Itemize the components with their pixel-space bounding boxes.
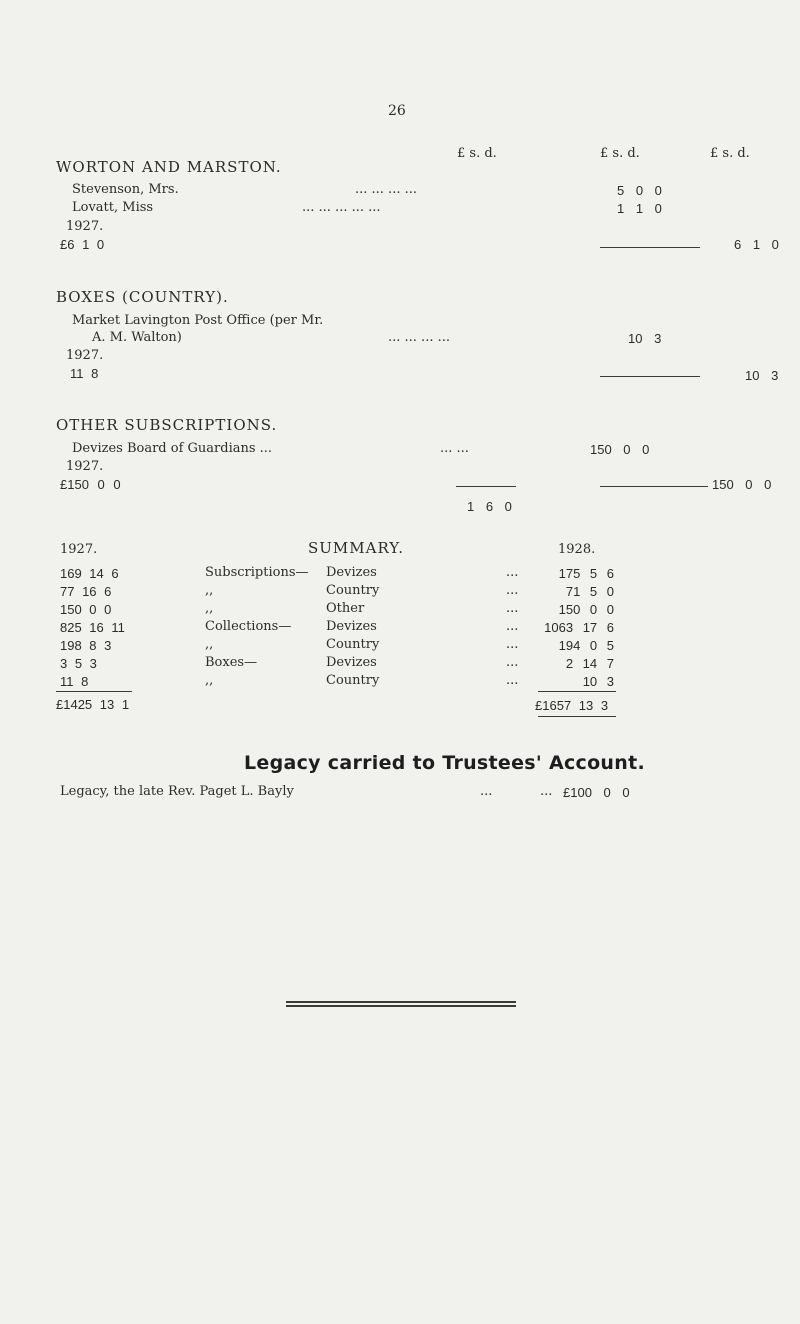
summary-cell-curr: 2 14 7 — [565, 656, 614, 671]
summary-cell-category: ,, — [205, 673, 214, 688]
other-rule-col2 — [600, 486, 708, 487]
summary-cell-prev: 77 16 6 — [60, 584, 112, 599]
summary-rule-curr-bottom — [538, 716, 616, 717]
summary-cell-leader: ... — [506, 565, 519, 580]
summary-cell-prev: 169 14 6 — [60, 566, 119, 581]
worton-entry-name: Stevenson, Mrs. — [72, 182, 179, 197]
boxes-prev-year: 1927. — [66, 348, 104, 363]
worton-rule — [600, 247, 700, 248]
bottom-rule-1 — [286, 1001, 516, 1003]
other-total: 150 0 0 — [712, 477, 772, 492]
legacy-entry-leader: ... — [480, 784, 493, 799]
summary-cell-category: ,, — [205, 601, 214, 616]
boxes-entry-line1: Market Lavington Post Office (per Mr. — [72, 313, 324, 328]
boxes-total: 10 3 — [745, 368, 779, 383]
summary-cell-leader: ... — [506, 673, 519, 688]
summary-cell-leader: ... — [506, 619, 519, 634]
summary-total-curr: £1657 13 3 — [535, 698, 609, 713]
summary-cell-prev: 150 0 0 — [60, 602, 112, 617]
section-title-worton: WORTON AND MARSTON. — [56, 158, 282, 176]
other-rule-col1 — [456, 486, 516, 487]
currency-header-col2: £ s. d. — [600, 146, 640, 161]
summary-cell-sub: Devizes — [326, 619, 377, 634]
summary-cell-curr: 10 3 — [582, 674, 614, 689]
section-title-other: OTHER SUBSCRIPTIONS. — [56, 416, 278, 434]
other-entry-name: Devizes Board of Guardians ... — [72, 441, 273, 456]
worton-entry-leader: ... ... ... ... ... — [302, 200, 381, 215]
summary-cell-curr: 71 5 0 — [565, 584, 614, 599]
summary-cell-leader: ... — [506, 583, 519, 598]
other-prev-amount: £150 0 0 — [60, 477, 121, 492]
section-title-boxes: BOXES (COUNTRY). — [56, 288, 229, 306]
summary-cell-sub: Devizes — [326, 655, 377, 670]
summary-cell-sub: Other — [326, 601, 365, 616]
summary-total-prev: £1425 13 1 — [56, 697, 130, 712]
worton-entry-amount: 1 1 0 — [617, 201, 662, 216]
legacy-title: Legacy carried to Trustees' Account. — [244, 752, 645, 774]
boxes-rule — [600, 376, 700, 377]
boxes-entry-line2: A. M. Walton) — [92, 330, 182, 345]
summary-cell-prev: 3 5 3 — [60, 656, 97, 671]
summary-cell-category: ,, — [205, 583, 214, 598]
page-number: 26 — [388, 103, 406, 119]
summary-cell-prev: 11 8 — [60, 674, 89, 689]
legacy-amount: £100 0 0 — [563, 785, 630, 800]
summary-cell-curr: 175 5 6 — [558, 566, 614, 581]
summary-cell-leader: ... — [506, 637, 519, 652]
worton-prev-amount: £6 1 0 — [60, 237, 105, 252]
summary-cell-sub: Country — [326, 673, 380, 688]
boxes-entry-amount: 10 3 — [628, 331, 662, 346]
summary-year-curr: 1928. — [558, 542, 596, 557]
summary-cell-sub: Country — [326, 583, 380, 598]
other-entry-leader: ... ... — [440, 441, 469, 456]
legacy-entry-leader: ... — [540, 784, 553, 799]
summary-cell-leader: ... — [506, 601, 519, 616]
summary-cell-curr: 1063 17 6 — [544, 620, 614, 635]
other-prev-year: 1927. — [66, 459, 104, 474]
other-subtotal: 1 6 0 — [467, 499, 512, 514]
summary-cell-category: Boxes— — [205, 655, 258, 670]
summary-cell-prev: 198 8 3 — [60, 638, 112, 653]
summary-cell-prev: 825 16 11 — [60, 620, 125, 635]
legacy-entry: Legacy, the late Rev. Paget L. Bayly — [60, 784, 294, 799]
summary-cell-leader: ... — [506, 655, 519, 670]
currency-header-col1: £ s. d. — [457, 146, 497, 161]
summary-cell-curr: 194 0 5 — [558, 638, 614, 653]
summary-rule-prev-top — [56, 691, 132, 692]
boxes-entry-leader: ... ... ... ... — [388, 330, 450, 345]
summary-cell-category: Collections— — [205, 619, 292, 634]
summary-cell-curr: 150 0 0 — [558, 602, 614, 617]
summary-cell-category: ,, — [205, 637, 214, 652]
worton-prev-year: 1927. — [66, 219, 104, 234]
summary-rule-curr-top — [538, 691, 616, 692]
worton-entry-name: Lovatt, Miss — [72, 200, 154, 215]
summary-year-prev: 1927. — [60, 542, 98, 557]
summary-title: SUMMARY. — [308, 539, 405, 557]
worton-entry-leader: ... ... ... ... — [355, 182, 417, 197]
summary-cell-category: Subscriptions— — [205, 565, 309, 580]
worton-total: 6 1 0 — [734, 237, 779, 252]
worton-entry-amount: 5 0 0 — [617, 183, 662, 198]
summary-cell-sub: Country — [326, 637, 380, 652]
bottom-rule-2 — [286, 1005, 516, 1007]
currency-header-col3: £ s. d. — [710, 146, 750, 161]
boxes-prev-amount: 11 8 — [70, 366, 99, 381]
summary-cell-sub: Devizes — [326, 565, 377, 580]
other-entry-amount: 150 0 0 — [590, 442, 650, 457]
